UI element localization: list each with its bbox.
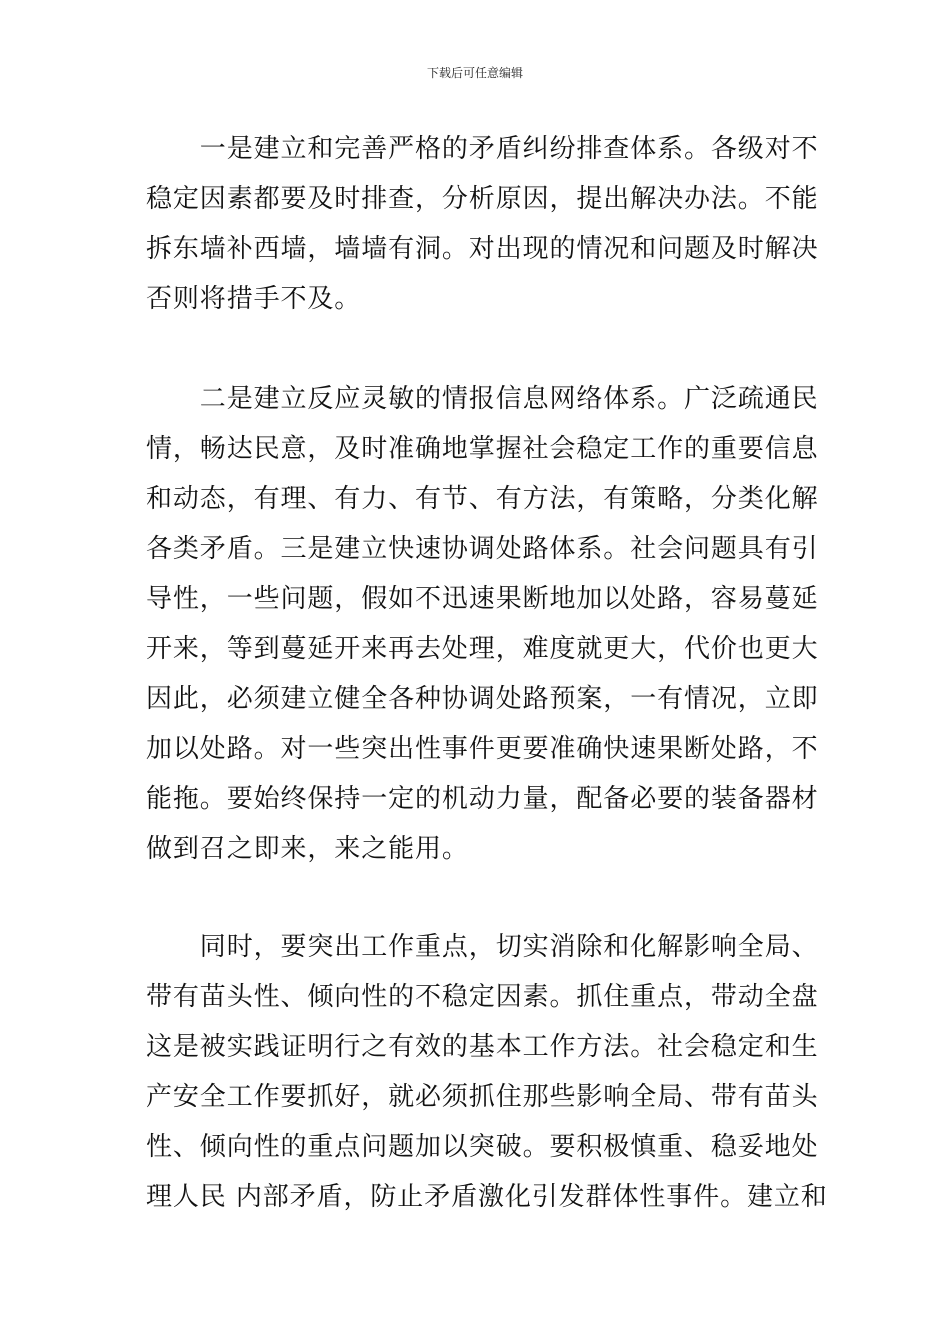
paragraph-3: [146, 922, 826, 1222]
text-line: 二是建立反应灵敏的情报信息网络体系。广泛疏通民: [146, 384, 819, 414]
text-line: 和动态，有理、有力、有节、有方法，有策略，分类化解: [146, 484, 819, 514]
paragraph-1: [146, 124, 826, 324]
text-line: 情，畅达民意，及时准确地掌握社会稳定工作的重要信息: [146, 434, 819, 464]
text-line: 产安全工作要抓好，就必须抓住那些影响全局、带有苗头: [146, 1082, 819, 1112]
text-line: 因此，必须建立健全各种协调处路预案，一有情况，立即: [146, 684, 819, 714]
paragraph-2: [146, 374, 826, 874]
text-line: 开来，等到蔓延开来再去处理，难度就更大，代价也更大: [146, 634, 819, 664]
text-line: 带有苗头性、倾向性的不稳定因素。抓住重点，带动全盘: [146, 982, 819, 1012]
text-line: 同时，要突出工作重点，切实消除和化解影响全局、: [146, 932, 819, 962]
text-line: 理人民 内部矛盾，防止矛盾激化引发群体性事件。建立和: [146, 1182, 828, 1212]
text-line: 性、倾向性的重点问题加以突破。要积极慎重、稳妥地处: [146, 1132, 819, 1162]
text-line: 拆东墙补西墙，墙墙有洞。对出现的情况和问题及时解决: [146, 234, 819, 264]
text-line: 各类矛盾。三是建立快速协调处路体系。社会问题具有引: [146, 534, 819, 564]
text-line: 一是建立和完善严格的矛盾纠纷排查体系。各级对不: [146, 134, 819, 164]
text-line: 加以处路。对一些突出性事件更要准确快速果断处路，不: [146, 734, 819, 764]
page-header: 下载后可任意编辑: [426, 66, 523, 80]
text-line: 做到召之即来，来之能用。: [146, 834, 469, 864]
text-line: 这是被实践证明行之有效的基本工作方法。社会稳定和生: [146, 1032, 819, 1062]
text-line: 稳定因素都要及时排查，分析原因，提出解决办法。不能: [146, 184, 819, 214]
text-line: 能拖。要始终保持一定的机动力量，配备必要的装备器材: [146, 784, 819, 814]
text-line: 导性，一些问题，假如不迅速果断地加以处路，容易蔓延: [146, 584, 819, 614]
text-line: 否则将措手不及。: [146, 284, 362, 314]
